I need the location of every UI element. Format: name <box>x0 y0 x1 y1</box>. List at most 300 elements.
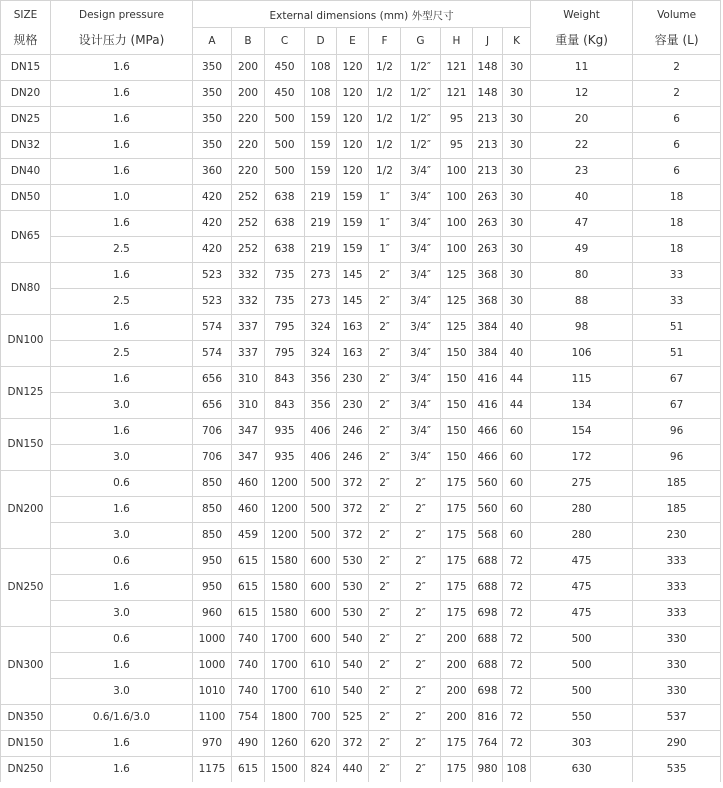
g-cell: 3/4″ <box>401 444 441 470</box>
k-cell: 30 <box>503 262 531 288</box>
g-cell: 2″ <box>401 626 441 652</box>
a-cell: 420 <box>193 210 232 236</box>
f-cell: 1″ <box>369 210 401 236</box>
f-cell: 1/2 <box>369 54 401 80</box>
b-cell: 332 <box>232 262 265 288</box>
e-cell: 372 <box>337 470 369 496</box>
e-cell: 540 <box>337 678 369 704</box>
f-cell: 2″ <box>369 574 401 600</box>
f-cell: 2″ <box>369 600 401 626</box>
table-body <box>1 54 721 782</box>
volume-cell: 185 <box>633 470 721 496</box>
size-cell: DN200 <box>1 470 51 548</box>
weight-cell: 80 <box>531 262 633 288</box>
size-cell: DN250 <box>1 548 51 626</box>
weight-cell: 98 <box>531 314 633 340</box>
size-header-cn: 规格 <box>1 28 51 55</box>
k-cell: 60 <box>503 496 531 522</box>
table-row <box>1 574 721 600</box>
pressure-cell: 1.6 <box>51 158 193 184</box>
table-row <box>1 236 721 262</box>
pressure-cell: 1.0 <box>51 184 193 210</box>
b-cell: 200 <box>232 54 265 80</box>
weight-cell: 47 <box>531 210 633 236</box>
f-cell: 1/2 <box>369 132 401 158</box>
d-cell: 108 <box>305 80 337 106</box>
table-row <box>1 392 721 418</box>
size-cell: DN350 <box>1 704 51 730</box>
k-cell: 30 <box>503 106 531 132</box>
h-cell: 200 <box>441 678 473 704</box>
g-cell: 2″ <box>401 704 441 730</box>
volume-cell: 96 <box>633 444 721 470</box>
h-cell: 100 <box>441 184 473 210</box>
e-cell: 230 <box>337 392 369 418</box>
g-cell: 3/4″ <box>401 262 441 288</box>
j-cell: 148 <box>473 54 503 80</box>
a-cell: 574 <box>193 340 232 366</box>
volume-cell: 6 <box>633 106 721 132</box>
c-cell: 843 <box>265 366 305 392</box>
g-cell: 2″ <box>401 574 441 600</box>
c-cell: 500 <box>265 106 305 132</box>
volume-cell: 330 <box>633 626 721 652</box>
j-cell: 698 <box>473 678 503 704</box>
h-cell: 121 <box>441 54 473 80</box>
b-cell: 490 <box>232 730 265 756</box>
weight-cell: 475 <box>531 574 633 600</box>
k-cell: 44 <box>503 366 531 392</box>
size-cell: DN80 <box>1 262 51 314</box>
d-cell: 600 <box>305 574 337 600</box>
k-cell: 40 <box>503 340 531 366</box>
e-cell: 540 <box>337 652 369 678</box>
table-row <box>1 80 721 106</box>
a-cell: 950 <box>193 548 232 574</box>
k-cell: 72 <box>503 678 531 704</box>
weight-cell: 23 <box>531 158 633 184</box>
table-row <box>1 678 721 704</box>
h-cell: 200 <box>441 704 473 730</box>
size-cell: DN150 <box>1 418 51 470</box>
e-cell: 120 <box>337 54 369 80</box>
c-cell: 450 <box>265 80 305 106</box>
g-cell: 2″ <box>401 496 441 522</box>
pressure-cell: 1.6 <box>51 574 193 600</box>
col-header-d: D <box>305 28 337 55</box>
b-cell: 200 <box>232 80 265 106</box>
d-cell: 273 <box>305 288 337 314</box>
k-cell: 72 <box>503 730 531 756</box>
k-cell: 72 <box>503 574 531 600</box>
weight-cell: 275 <box>531 470 633 496</box>
a-cell: 970 <box>193 730 232 756</box>
pressure-cell: 3.0 <box>51 444 193 470</box>
a-cell: 950 <box>193 574 232 600</box>
size-cell: DN32 <box>1 132 51 158</box>
volume-cell: 333 <box>633 574 721 600</box>
c-cell: 1800 <box>265 704 305 730</box>
g-cell: 2″ <box>401 600 441 626</box>
table-row <box>1 54 721 80</box>
d-cell: 219 <box>305 184 337 210</box>
g-cell: 3/4″ <box>401 158 441 184</box>
e-cell: 530 <box>337 548 369 574</box>
d-cell: 219 <box>305 210 337 236</box>
weight-cell: 11 <box>531 54 633 80</box>
b-cell: 615 <box>232 600 265 626</box>
j-cell: 213 <box>473 158 503 184</box>
a-cell: 706 <box>193 444 232 470</box>
table-row <box>1 652 721 678</box>
size-cell: DN40 <box>1 158 51 184</box>
b-cell: 615 <box>232 574 265 600</box>
d-cell: 324 <box>305 314 337 340</box>
c-cell: 500 <box>265 158 305 184</box>
f-cell: 2″ <box>369 730 401 756</box>
c-cell: 935 <box>265 418 305 444</box>
col-header-j: J <box>473 28 503 55</box>
pressure-cell: 1.6 <box>51 80 193 106</box>
pressure-cell: 1.6 <box>51 132 193 158</box>
table-row <box>1 210 721 236</box>
volume-header-cn: 容量 (L) <box>633 28 721 55</box>
k-cell: 60 <box>503 418 531 444</box>
g-cell: 1/2″ <box>401 132 441 158</box>
weight-cell: 550 <box>531 704 633 730</box>
j-cell: 688 <box>473 652 503 678</box>
weight-cell: 88 <box>531 288 633 314</box>
f-cell: 2″ <box>369 444 401 470</box>
a-cell: 1010 <box>193 678 232 704</box>
k-cell: 44 <box>503 392 531 418</box>
d-cell: 159 <box>305 132 337 158</box>
c-cell: 638 <box>265 236 305 262</box>
weight-cell: 49 <box>531 236 633 262</box>
e-cell: 159 <box>337 236 369 262</box>
a-cell: 350 <box>193 54 232 80</box>
volume-cell: 18 <box>633 236 721 262</box>
b-cell: 740 <box>232 652 265 678</box>
pressure-cell: 1.6 <box>51 418 193 444</box>
f-cell: 2″ <box>369 366 401 392</box>
k-cell: 60 <box>503 470 531 496</box>
weight-cell: 303 <box>531 730 633 756</box>
j-cell: 263 <box>473 236 503 262</box>
size-cell: DN15 <box>1 54 51 80</box>
e-cell: 372 <box>337 496 369 522</box>
g-cell: 2″ <box>401 678 441 704</box>
d-cell: 610 <box>305 678 337 704</box>
j-cell: 688 <box>473 548 503 574</box>
table-row <box>1 288 721 314</box>
d-cell: 600 <box>305 600 337 626</box>
table-row <box>1 184 721 210</box>
d-cell: 324 <box>305 340 337 366</box>
f-cell: 1/2 <box>369 158 401 184</box>
h-cell: 100 <box>441 210 473 236</box>
c-cell: 638 <box>265 210 305 236</box>
volume-cell: 2 <box>633 54 721 80</box>
c-cell: 1580 <box>265 574 305 600</box>
k-cell: 30 <box>503 236 531 262</box>
c-cell: 1200 <box>265 522 305 548</box>
g-cell: 2″ <box>401 730 441 756</box>
c-cell: 638 <box>265 184 305 210</box>
h-cell: 150 <box>441 444 473 470</box>
f-cell: 2″ <box>369 288 401 314</box>
h-cell: 175 <box>441 600 473 626</box>
e-cell: 540 <box>337 626 369 652</box>
g-cell: 3/4″ <box>401 340 441 366</box>
volume-header-en: Volume <box>633 1 721 28</box>
j-cell: 568 <box>473 522 503 548</box>
g-cell: 3/4″ <box>401 210 441 236</box>
e-cell: 530 <box>337 574 369 600</box>
volume-cell: 290 <box>633 730 721 756</box>
d-cell: 620 <box>305 730 337 756</box>
d-cell: 500 <box>305 470 337 496</box>
f-cell: 2″ <box>369 756 401 782</box>
e-cell: 440 <box>337 756 369 782</box>
f-cell: 2″ <box>369 704 401 730</box>
h-cell: 175 <box>441 496 473 522</box>
b-cell: 310 <box>232 392 265 418</box>
table-row <box>1 262 721 288</box>
d-cell: 500 <box>305 496 337 522</box>
c-cell: 735 <box>265 288 305 314</box>
col-header-g: G <box>401 28 441 55</box>
weight-cell: 172 <box>531 444 633 470</box>
h-cell: 95 <box>441 106 473 132</box>
k-cell: 72 <box>503 704 531 730</box>
j-cell: 213 <box>473 106 503 132</box>
d-cell: 159 <box>305 106 337 132</box>
pressure-header-cn: 设计压力 (MPa) <box>51 28 193 55</box>
g-cell: 3/4″ <box>401 288 441 314</box>
d-cell: 406 <box>305 418 337 444</box>
e-cell: 230 <box>337 366 369 392</box>
k-cell: 40 <box>503 314 531 340</box>
j-cell: 560 <box>473 496 503 522</box>
col-header-b: B <box>232 28 265 55</box>
table-row <box>1 730 721 756</box>
volume-cell: 537 <box>633 704 721 730</box>
g-cell: 3/4″ <box>401 184 441 210</box>
table-row <box>1 158 721 184</box>
b-cell: 459 <box>232 522 265 548</box>
table-row <box>1 418 721 444</box>
d-cell: 700 <box>305 704 337 730</box>
pressure-cell: 1.6 <box>51 652 193 678</box>
b-cell: 310 <box>232 366 265 392</box>
a-cell: 1100 <box>193 704 232 730</box>
k-cell: 30 <box>503 80 531 106</box>
volume-cell: 67 <box>633 392 721 418</box>
h-cell: 150 <box>441 392 473 418</box>
b-cell: 460 <box>232 470 265 496</box>
e-cell: 525 <box>337 704 369 730</box>
table-row <box>1 366 721 392</box>
weight-cell: 280 <box>531 522 633 548</box>
c-cell: 1700 <box>265 652 305 678</box>
f-cell: 2″ <box>369 496 401 522</box>
b-cell: 754 <box>232 704 265 730</box>
pressure-cell: 1.6 <box>51 106 193 132</box>
k-cell: 108 <box>503 756 531 782</box>
e-cell: 120 <box>337 106 369 132</box>
j-cell: 416 <box>473 392 503 418</box>
j-cell: 416 <box>473 366 503 392</box>
c-cell: 1500 <box>265 756 305 782</box>
h-cell: 95 <box>441 132 473 158</box>
size-header-en: SIZE <box>1 1 51 28</box>
pressure-cell: 0.6 <box>51 470 193 496</box>
k-cell: 30 <box>503 210 531 236</box>
table-row <box>1 704 721 730</box>
weight-cell: 154 <box>531 418 633 444</box>
d-cell: 273 <box>305 262 337 288</box>
volume-cell: 96 <box>633 418 721 444</box>
h-cell: 100 <box>441 236 473 262</box>
pressure-cell: 1.6 <box>51 756 193 782</box>
pressure-cell: 3.0 <box>51 392 193 418</box>
j-cell: 688 <box>473 626 503 652</box>
j-cell: 213 <box>473 132 503 158</box>
g-cell: 2″ <box>401 756 441 782</box>
c-cell: 1580 <box>265 548 305 574</box>
d-cell: 356 <box>305 392 337 418</box>
j-cell: 980 <box>473 756 503 782</box>
col-header-c: C <box>265 28 305 55</box>
volume-cell: 18 <box>633 210 721 236</box>
j-cell: 368 <box>473 262 503 288</box>
k-cell: 72 <box>503 548 531 574</box>
size-cell: DN150 <box>1 730 51 756</box>
c-cell: 1200 <box>265 470 305 496</box>
weight-cell: 280 <box>531 496 633 522</box>
e-cell: 145 <box>337 288 369 314</box>
weight-cell: 12 <box>531 80 633 106</box>
volume-cell: 333 <box>633 548 721 574</box>
c-cell: 1700 <box>265 626 305 652</box>
b-cell: 740 <box>232 678 265 704</box>
b-cell: 347 <box>232 418 265 444</box>
a-cell: 1175 <box>193 756 232 782</box>
e-cell: 530 <box>337 600 369 626</box>
k-cell: 72 <box>503 600 531 626</box>
e-cell: 120 <box>337 132 369 158</box>
c-cell: 1700 <box>265 678 305 704</box>
f-cell: 2″ <box>369 626 401 652</box>
volume-cell: 535 <box>633 756 721 782</box>
g-cell: 3/4″ <box>401 314 441 340</box>
volume-cell: 33 <box>633 262 721 288</box>
d-cell: 219 <box>305 236 337 262</box>
weight-cell: 134 <box>531 392 633 418</box>
g-cell: 2″ <box>401 470 441 496</box>
j-cell: 384 <box>473 314 503 340</box>
b-cell: 220 <box>232 106 265 132</box>
f-cell: 2″ <box>369 392 401 418</box>
volume-cell: 230 <box>633 522 721 548</box>
table-row <box>1 600 721 626</box>
pressure-cell: 0.6/1.6/3.0 <box>51 704 193 730</box>
header-row-bottom <box>1 28 721 55</box>
d-cell: 600 <box>305 548 337 574</box>
j-cell: 368 <box>473 288 503 314</box>
g-cell: 3/4″ <box>401 392 441 418</box>
col-header-h: H <box>441 28 473 55</box>
b-cell: 252 <box>232 184 265 210</box>
j-cell: 384 <box>473 340 503 366</box>
a-cell: 350 <box>193 80 232 106</box>
h-cell: 200 <box>441 652 473 678</box>
j-cell: 688 <box>473 574 503 600</box>
a-cell: 850 <box>193 470 232 496</box>
weight-header-cn: 重量 (Kg) <box>531 28 633 55</box>
g-cell: 1/2″ <box>401 54 441 80</box>
f-cell: 2″ <box>369 262 401 288</box>
b-cell: 615 <box>232 756 265 782</box>
d-cell: 406 <box>305 444 337 470</box>
a-cell: 360 <box>193 158 232 184</box>
g-cell: 1/2″ <box>401 106 441 132</box>
pressure-cell: 2.5 <box>51 340 193 366</box>
volume-cell: 330 <box>633 652 721 678</box>
b-cell: 460 <box>232 496 265 522</box>
a-cell: 350 <box>193 132 232 158</box>
weight-cell: 500 <box>531 652 633 678</box>
pressure-cell: 1.6 <box>51 210 193 236</box>
c-cell: 843 <box>265 392 305 418</box>
e-cell: 246 <box>337 418 369 444</box>
k-cell: 30 <box>503 158 531 184</box>
pressure-cell: 3.0 <box>51 522 193 548</box>
volume-cell: 2 <box>633 80 721 106</box>
k-cell: 72 <box>503 652 531 678</box>
pressure-cell: 0.6 <box>51 626 193 652</box>
a-cell: 420 <box>193 236 232 262</box>
e-cell: 159 <box>337 184 369 210</box>
pressure-cell: 3.0 <box>51 678 193 704</box>
j-cell: 466 <box>473 444 503 470</box>
e-cell: 372 <box>337 730 369 756</box>
e-cell: 120 <box>337 158 369 184</box>
g-cell: 3/4″ <box>401 366 441 392</box>
a-cell: 350 <box>193 106 232 132</box>
h-cell: 175 <box>441 548 473 574</box>
volume-cell: 333 <box>633 600 721 626</box>
h-cell: 150 <box>441 366 473 392</box>
h-cell: 200 <box>441 626 473 652</box>
a-cell: 850 <box>193 496 232 522</box>
d-cell: 356 <box>305 366 337 392</box>
d-cell: 600 <box>305 626 337 652</box>
f-cell: 1″ <box>369 236 401 262</box>
h-cell: 175 <box>441 470 473 496</box>
a-cell: 1000 <box>193 626 232 652</box>
j-cell: 560 <box>473 470 503 496</box>
weight-cell: 500 <box>531 626 633 652</box>
g-cell: 3/4″ <box>401 236 441 262</box>
pressure-cell: 1.6 <box>51 730 193 756</box>
col-header-f: F <box>369 28 401 55</box>
col-header-a: A <box>193 28 232 55</box>
c-cell: 935 <box>265 444 305 470</box>
e-cell: 163 <box>337 314 369 340</box>
c-cell: 1260 <box>265 730 305 756</box>
